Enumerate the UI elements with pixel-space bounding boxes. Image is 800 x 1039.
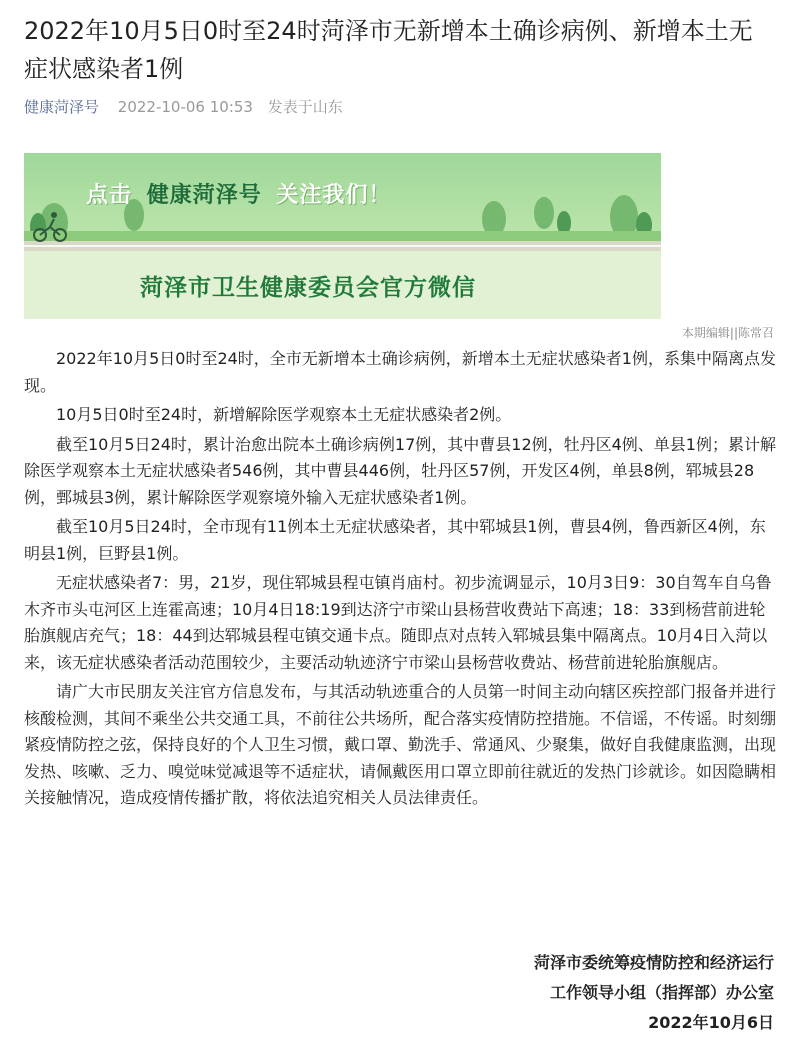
paragraph: 截至10月5日24时，累计治愈出院本土确诊病例17例，其中曹县12例，牡丹区4例、单县1例；累计解除医学观察本土无症状感染者546例，其中曹县446例，牡丹区57例，开发区4例，单县8例，郓城县28例，鄄城县3例，累计解除医学观察境外输入无症状感染者1例。: [24, 434, 776, 507]
banner-follow-text: [86, 178, 606, 209]
banner-official-account-text: 菏泽市卫生健康委员会官方微信: [140, 275, 476, 301]
editor-note: 本期编辑||陈常召: [681, 326, 774, 340]
signature-organization-line2: 工作领导小组（指挥部）办公室: [549, 983, 774, 1002]
paragraph: 截至10月5日24时，全市现有11例本土无症状感染者，其中郓城县1例，曹县4例，鲁西新区4例，东明县1例，巨野县1例。: [24, 517, 766, 563]
article-meta: [24, 96, 343, 117]
publish-time: 2022-10-06 10:53: [117, 98, 253, 116]
paragraph: 2022年10月5日0时至24时，全市无新增本土确诊病例，新增本土无症状感染者1例，系集中隔离点发现。: [24, 349, 776, 395]
article-body: [24, 346, 776, 815]
signature-block: [534, 948, 774, 1038]
banner-click-text: 点击: [86, 183, 133, 208]
paragraph: 请广大市民朋友关注官方信息发布，与其活动轨迹重合的人员第一时间主动向辖区疾控部门报备并进行核酸检测，其间不乘坐公共交通工具，不前往公共场所，配合落实疫情防控措施。不信谣，不传谣。时刻绷紧疫情防控之弦，保持良好的个人卫生习惯，戴口罩、勤洗手、常通风、少聚集，做好自我健康监测，出现发热、咳嗽、乏力、嗅觉味觉减退等不适症状，请佩戴医用口罩立即前往就近的发热门诊就诊。如因隐瞒相关接触情况，造成疫情传播扩散，将依法追究相关人员法律责任。: [24, 682, 777, 807]
account-name-link[interactable]: 健康菏泽号: [24, 98, 100, 116]
signature-organization-line1: 菏泽市委统筹疫情防控和经济运行: [533, 953, 774, 972]
banner-account-text: 健康菏泽号: [146, 183, 262, 208]
paragraph: 10月5日0时至24时，新增解除医学观察本土无症状感染者2例。: [56, 405, 512, 424]
article-title: 2022年10月5日0时至24时菏泽市无新增本土确诊病例、新增本土无症状感染者1例: [24, 17, 753, 83]
banner-follow-us-text: 关注我们！: [276, 183, 392, 208]
paragraph: 无症状感染者7：男，21岁，现住郓城县程屯镇肖庙村。初步流调显示，10月3日9：30自驾车自乌鲁木齐市头屯河区上连霍高速；10月4日18:19到达济宁市梁山县杨营收费站下高速；18：33到杨营前进轮胎旗舰店充气；18：44到达郓城县程屯镇交通卡点。随即点对点转入郓城县集中隔离点。10月4日入菏以来，该无症状感染者活动范围较少，主要活动轨迹济宁市梁山县杨营收费站、杨营前进轮胎旗舰店。: [24, 573, 772, 672]
signature-date: 2022年10月6日: [648, 1013, 774, 1032]
publish-location: 发表于山东: [267, 98, 343, 116]
